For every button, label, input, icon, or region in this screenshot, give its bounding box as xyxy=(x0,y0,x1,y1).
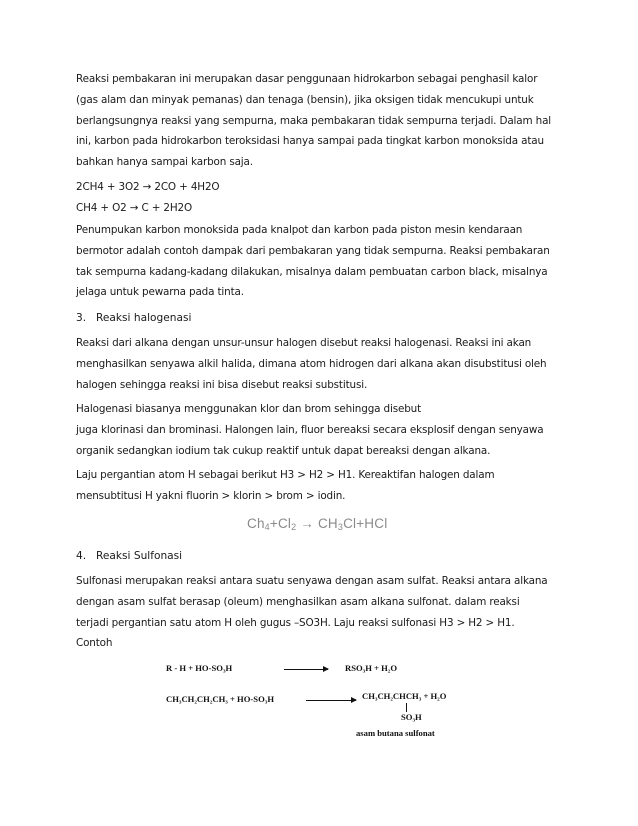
sulfonation-scheme-image xyxy=(162,655,507,745)
scheme-row2-reactants: CH₃CH₂CH₂CH₃ + HO-SO₃H xyxy=(166,694,275,704)
equation-line: 2CH4 + 3O2 → 2CO + 4H2O xyxy=(76,181,220,193)
text-line: Halogenasi biasanya menggunakan klor dan brom sehingga disebut xyxy=(76,403,422,415)
text-line: dengan asam sulfat berasap (oleum) menghasilkan asam alkana sulfonat. dalam reaksi xyxy=(76,595,520,608)
section-title: Reaksi halogenasi xyxy=(96,312,192,324)
text-line: Reaksi dari alkana dengan unsur-unsur halogen disebut reaksi halogenasi. Reaksi ini akan xyxy=(76,337,532,349)
paragraph-halogenasi xyxy=(76,333,570,395)
text-line: ini, karbon pada hidrokarbon teroksidasi hanya sampai pada tingkat karbon monoksida atau xyxy=(76,135,544,148)
text-line: organik sedangkan iodium tak cukup reaktif untuk dapat bereaksi dengan alkana. xyxy=(76,444,491,457)
text-line: Sulfonasi merupakan reaksi antara suatu senyawa dengan asam sulfat. Reaksi antara alkana xyxy=(76,575,548,587)
section-title: Reaksi Sulfonasi xyxy=(96,550,183,562)
section-number: 3. xyxy=(76,312,87,324)
text-line: Laju pergantian atom H sebagai berikut H3 > H2 > H1. Kereaktifan halogen dalam xyxy=(76,469,495,481)
arrow-icon: → xyxy=(300,516,314,531)
text-line: bermotor adalah contoh dampak dari pembakaran yang tidak sempurna. Reaksi pembakaran xyxy=(76,244,550,257)
formula-sub: 4 xyxy=(264,522,270,532)
text-line: berlangsungnya reaksi yang sempurna, maka pembakaran tidak sempurna terjadi. Dalam hal xyxy=(76,114,552,127)
bond-line xyxy=(406,703,407,712)
text-line: (gas alam dan minyak pemanas) dan tenaga (bensin), jika oksigen tidak mencukupi untuk xyxy=(76,93,534,106)
formula-part: +Cl xyxy=(269,516,292,531)
paragraph-halogen-types xyxy=(76,399,570,461)
equation-line: CH4 + O2 → C + 2H2O xyxy=(76,201,193,214)
text-line: terjadi pergantian satu atom H oleh gugus –SO3H. Laju reaksi sulfonasi H3 > H2 > H1. xyxy=(76,616,515,629)
combustion-equations xyxy=(76,177,570,219)
formula-part: Ch xyxy=(247,516,265,531)
arrow-icon xyxy=(306,700,356,701)
paragraph-incomplete-combustion xyxy=(76,220,570,303)
text-line: halogen sehingga reaksi ini bisa disebut reaksi substitusi. xyxy=(76,378,368,391)
paragraph-combustion xyxy=(76,69,570,173)
halogenation-equation-image xyxy=(247,516,387,532)
arrow-icon xyxy=(284,669,328,670)
formula-sub: 2 xyxy=(291,522,297,532)
text-line: tak sempurna kadang-kadang dilakukan, misalnya dalam pembuatan carbon black, misalnya xyxy=(76,265,548,278)
formula-sub: 3 xyxy=(337,522,344,532)
paragraph-reactivity xyxy=(76,465,570,507)
scheme-substituent: SO₃H xyxy=(401,712,422,722)
scheme-product-name: asam butana sulfonat xyxy=(356,728,435,738)
scheme-row1-products: RSO₃H + H₂O xyxy=(345,663,398,673)
text-line: juga klorinasi dan brominasi. Halongen lain, fluor bereaksi secara eksplosif dengan senyawa xyxy=(76,423,544,436)
text-line: menghasilkan senyawa alkil halida, dimana atom hidrogen dari alkana akan disubstitusi oleh xyxy=(76,357,547,370)
paragraph-sulfonasi xyxy=(76,571,570,654)
section-heading-halogenasi xyxy=(76,308,191,328)
section-heading-sulfonasi xyxy=(76,546,182,566)
text-line: Contoh xyxy=(76,637,113,650)
formula-part: Cl+HCl xyxy=(343,516,388,531)
scheme-row2-products: CH₃CH₂CHCH₃ + H₂O xyxy=(362,691,447,701)
text-line: Reaksi pembakaran ini merupakan dasar penggunaan hidrokarbon sebagai penghasil kalor xyxy=(76,73,538,85)
text-line: mensubtitusi H yakni fluorin > klorin > brom > iodin. xyxy=(76,489,346,502)
text-line: bahkan hanya sampai karbon saja. xyxy=(76,156,253,169)
text-line: Penumpukan karbon monoksida pada knalpot dan karbon pada piston mesin kendaraan xyxy=(76,224,523,236)
section-number: 4. xyxy=(76,550,87,562)
scheme-row1-reactants: R - H + HO-SO₃H xyxy=(166,663,233,673)
text-line: jelaga untuk pewarna pada tinta. xyxy=(76,286,244,299)
formula-part: CH xyxy=(317,516,338,531)
